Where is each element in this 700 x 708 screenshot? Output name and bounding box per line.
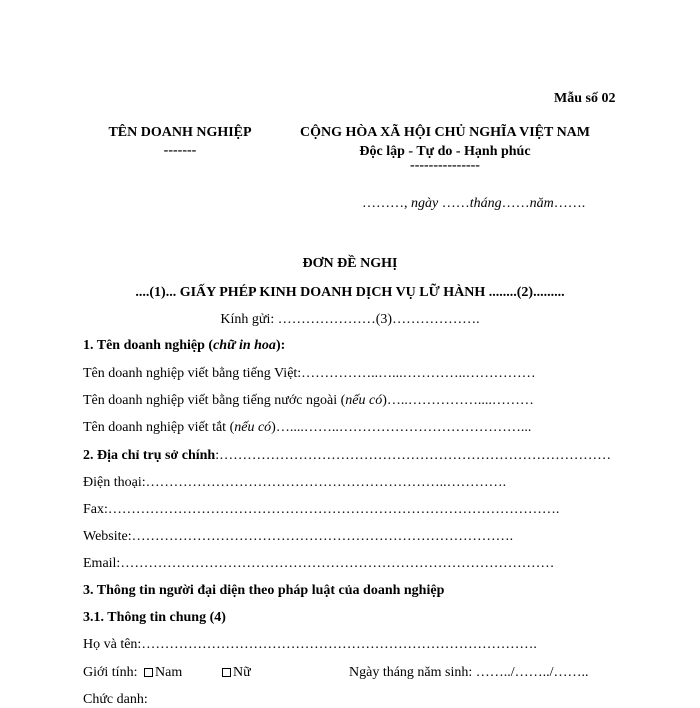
short-name-dots: )…....……..…………………………………...: [271, 420, 532, 435]
male-checkbox[interactable]: [144, 668, 153, 677]
company-divider: -------: [163, 143, 197, 158]
dob-field[interactable]: Ngày tháng năm sinh: ……../……../……..: [349, 665, 589, 680]
form-number: Mẫu số 02: [554, 91, 616, 106]
foreign-name-field[interactable]: [83, 393, 534, 409]
vietnamese-name-field[interactable]: Tên doanh nghiệp viết bằng tiếng Việt:……………..…...…………..……………: [83, 366, 536, 381]
short-name-optional: nếu có: [234, 420, 272, 435]
website-field[interactable]: Website:……………………………………………………………………….: [83, 529, 514, 544]
foreign-name-label: Tên doanh nghiệp viết bằng tiếng nước ngoài (: [83, 393, 346, 408]
section2-heading[interactable]: [83, 448, 611, 464]
male-label: Nam: [155, 665, 183, 680]
section1-heading-end: ):: [275, 338, 286, 353]
gender-female-option[interactable]: [222, 665, 251, 681]
section2-heading-text: 2. Địa chỉ trụ sở chính: [83, 448, 216, 463]
female-checkbox[interactable]: [222, 668, 231, 677]
date-year-dots: …….: [553, 196, 586, 211]
section1-heading-text: 1. Tên doanh nghiệp (: [83, 338, 214, 353]
email-field[interactable]: Email:…………………………………………………………………………………: [83, 556, 555, 571]
motto: Độc lập - Tự do - Hạnh phúc: [359, 144, 531, 159]
section1-heading-italic: chữ in hoa: [213, 338, 276, 353]
section1-heading: [83, 338, 285, 354]
short-name-field[interactable]: [83, 420, 531, 436]
document-subtitle: ....(1)... GIẤY PHÉP KINH DOANH DỊCH VỤ LỮ HÀNH ........(2).........: [135, 285, 565, 300]
short-name-label: Tên doanh nghiệp viết tắt (: [83, 420, 235, 435]
section3-1-heading: 3.1. Thông tin chung (4): [83, 610, 226, 625]
gender-label: Giới tính:: [83, 665, 138, 680]
date-place: ………,: [362, 196, 411, 211]
position-field[interactable]: Chức danh:: [83, 692, 148, 707]
company-name-header: TÊN DOANH NGHIỆP: [108, 125, 252, 140]
republic-header: CỘNG HÒA XÃ HỘI CHỦ NGHĨA VIỆT NAM: [299, 125, 590, 140]
fullname-field[interactable]: Họ và tên:………………………………………………………………………….: [83, 637, 537, 652]
date-year-label: năm: [529, 196, 554, 211]
date-line: [362, 196, 585, 212]
phone-field[interactable]: Điện thoại:………………………………………………………..………….: [83, 475, 507, 490]
gender-male-option[interactable]: [144, 665, 182, 681]
date-month-label: tháng: [469, 196, 502, 211]
motto-divider: ---------------: [410, 158, 480, 173]
date-day-label: ngày: [411, 196, 439, 211]
foreign-name-dots: )…..……………....………: [382, 393, 534, 408]
fax-field[interactable]: Fax:…………………………………………………………………………………….: [83, 502, 560, 517]
female-label: Nữ: [233, 665, 251, 680]
date-month-dots: ……: [501, 196, 530, 211]
address-dots: :…………………………………………………………………………: [215, 448, 612, 463]
foreign-name-optional: nếu có: [345, 393, 383, 408]
document-title: ĐƠN ĐỀ NGHỊ: [302, 256, 398, 271]
section3-heading: 3. Thông tin người đại diện theo pháp luật của doanh nghiệp: [83, 583, 445, 598]
date-day-dots: ……: [438, 196, 470, 211]
recipient-line: Kính gửi: …………………(3)……………….: [220, 312, 480, 327]
